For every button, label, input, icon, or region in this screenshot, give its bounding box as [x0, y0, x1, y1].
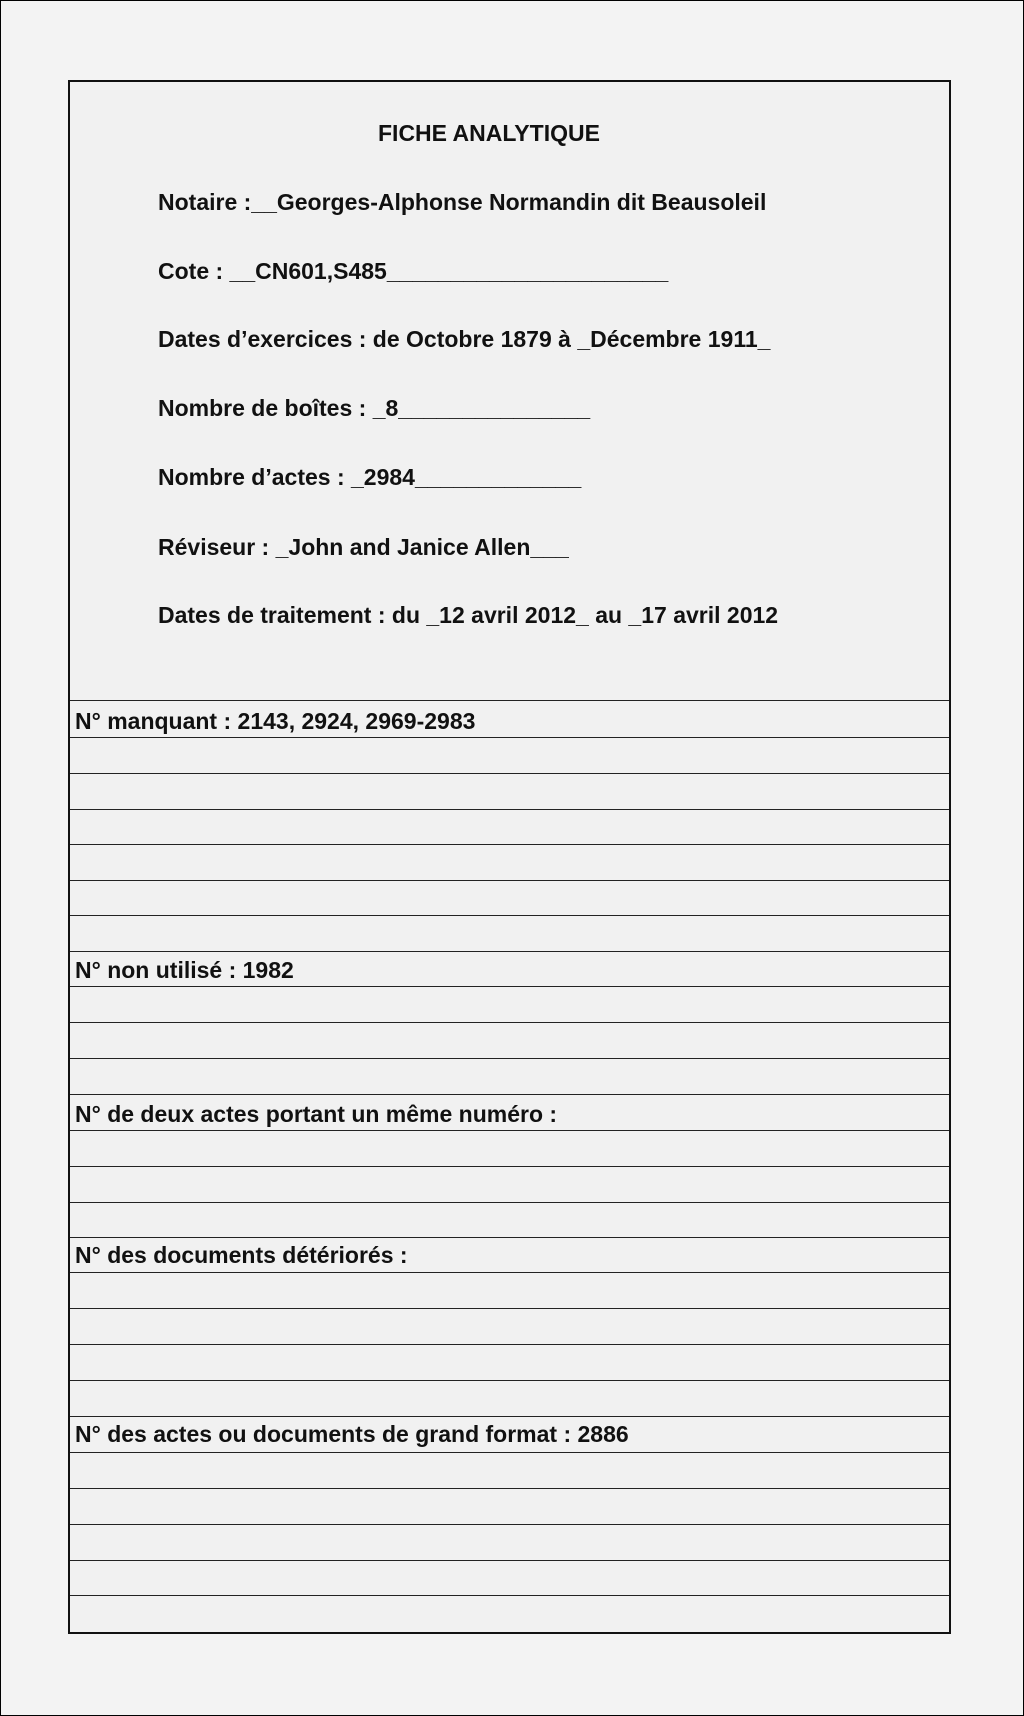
section-non-utilise: N° non utilisé : 1982: [75, 957, 294, 983]
ruled-line: [70, 1560, 949, 1561]
ruled-line: [70, 1237, 949, 1238]
nombre-actes-field: Nombre d’actes : _2984_____________: [158, 464, 582, 490]
dates-exercices-field: Dates d’exercices : de Octobre 1879 à _Décembre 1911_: [158, 326, 771, 352]
ruled-line: [70, 1202, 949, 1203]
ruled-line: [70, 1094, 949, 1095]
ruled-line: [70, 986, 949, 987]
ruled-line: [70, 737, 949, 738]
section-deux-actes: N° de deux actes portant un même numéro :: [75, 1101, 558, 1127]
ruled-line: [70, 1524, 949, 1525]
ruled-line: [70, 1488, 949, 1489]
dates-traitement-field: Dates de traitement : du _12 avril 2012_ au _17 avril 2012: [158, 602, 779, 628]
form-title: FICHE ANALYTIQUE: [378, 120, 600, 146]
ruled-line: [70, 1452, 949, 1453]
reviseur-field: Réviseur : _John and Janice Allen___: [158, 534, 569, 560]
ruled-line: [70, 844, 949, 845]
notaire-field: Notaire :__Georges-Alphonse Normandin dit Beausoleil: [158, 189, 767, 215]
ruled-line: [70, 915, 949, 916]
cote-field: Cote : __CN601,S485______________________: [158, 258, 669, 284]
ruled-line: [70, 880, 949, 881]
ruled-line: [70, 1058, 949, 1059]
ruled-line: [70, 1344, 949, 1345]
ruled-line: [70, 1308, 949, 1309]
section-grand-format: N° des actes ou documents de grand format : 2886: [75, 1421, 629, 1447]
ruled-line: [70, 1595, 949, 1596]
ruled-line: [70, 1130, 949, 1131]
ruled-line: [70, 809, 949, 810]
ruled-line: [70, 1272, 949, 1273]
nombre-boites-field: Nombre de boîtes : _8_______________: [158, 395, 591, 421]
ruled-line: [70, 1166, 949, 1167]
form-border: [68, 80, 951, 1634]
ruled-line: [70, 773, 949, 774]
section-manquant: N° manquant : 2143, 2924, 2969-2983: [75, 708, 476, 734]
ruled-line: [70, 951, 949, 952]
ruled-line: [70, 700, 949, 701]
section-deteriores: N° des documents détériorés :: [75, 1242, 408, 1268]
ruled-line: [70, 1022, 949, 1023]
ruled-line: [70, 1380, 949, 1381]
ruled-line: [70, 1416, 949, 1417]
